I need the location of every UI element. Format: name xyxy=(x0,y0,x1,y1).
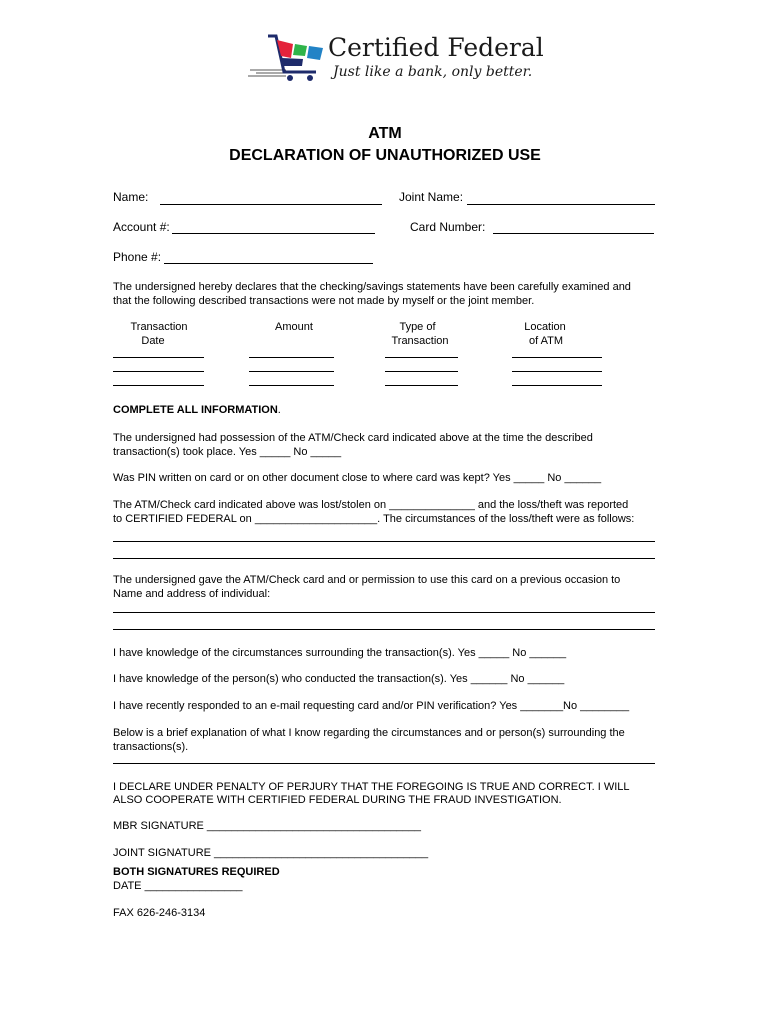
name-field[interactable] xyxy=(160,204,382,205)
row1-date[interactable] xyxy=(113,357,204,358)
col-transaction-date-a: Transaction xyxy=(130,321,188,333)
intro-line-2: that the following described transactions were not made by myself or the joint member. xyxy=(113,295,535,307)
col-type-a: Type of xyxy=(399,321,436,333)
row1-type[interactable] xyxy=(385,357,458,358)
lost-line-1: The ATM/Check card indicated above was lost/stolen on ______________ and the loss/theft was reported xyxy=(113,499,629,511)
phone-field[interactable] xyxy=(164,263,373,264)
row1-amount[interactable] xyxy=(249,357,334,358)
row3-date[interactable] xyxy=(113,385,204,386)
knowledge-persons: I have knowledge of the person(s) who conducted the transaction(s). Yes ______ No ______ xyxy=(113,673,565,685)
date-field[interactable]: DATE ________________ xyxy=(113,880,243,892)
circumstances-line-2[interactable] xyxy=(113,558,655,559)
account-label: Account #: xyxy=(113,220,170,234)
card-number-label: Card Number: xyxy=(410,220,486,234)
explanation-line-1: Below is a brief explanation of what I know regarding the circumstances and or person(s) surrounding the xyxy=(113,727,625,739)
row1-location[interactable] xyxy=(512,357,602,358)
lost-line-2: to CERTIFIED FEDERAL on ____________________. The circumstances of the loss/theft were as follows: xyxy=(113,513,635,525)
col-transaction-date-b: Date xyxy=(141,335,165,347)
declare-line-1: I DECLARE UNDER PENALTY OF PERJURY THAT THE FOREGOING IS TRUE AND CORRECT. I WILL xyxy=(113,781,630,793)
row3-type[interactable] xyxy=(385,385,458,386)
card-number-field[interactable] xyxy=(493,233,654,234)
possession-line-1: The undersigned had possession of the ATM/Check card indicated above at the time the described xyxy=(113,432,593,444)
col-location-b: of ATM xyxy=(528,335,564,347)
permission-line-2: Name and address of individual: xyxy=(113,588,271,600)
row2-location[interactable] xyxy=(512,371,602,372)
explanation-line-2: transactions(s). xyxy=(113,741,189,753)
col-location-a: Location xyxy=(524,321,566,333)
mbr-signature[interactable]: MBR SIGNATURE ___________________________________ xyxy=(113,820,422,832)
phone-label: Phone #: xyxy=(113,250,162,264)
name-label: Name: xyxy=(113,190,149,204)
joint-name-label: Joint Name: xyxy=(399,190,464,204)
complete-all-info: COMPLETE ALL INFORMATION. xyxy=(113,404,281,416)
email-question: I have recently responded to an e-mail requesting card and/or PIN verification? Yes _______No ________ xyxy=(113,700,630,712)
both-signatures-required: BOTH SIGNATURES REQUIRED xyxy=(113,866,280,878)
declare-line-2: ALSO COOPERATE WITH CERTIFIED FEDERAL DURING THE FRAUD INVESTIGATION. xyxy=(113,794,562,806)
joint-name-field[interactable] xyxy=(467,204,655,205)
individual-line-1[interactable] xyxy=(113,612,655,613)
row2-type[interactable] xyxy=(385,371,458,372)
row3-amount[interactable] xyxy=(249,385,334,386)
col-amount: Amount xyxy=(275,321,313,333)
fax-number: FAX 626-246-3134 xyxy=(113,907,206,919)
joint-signature[interactable]: JOINT SIGNATURE ___________________________________ xyxy=(113,847,429,859)
brand-name: Certified Federal xyxy=(328,33,544,62)
pin-question: Was PIN written on card or on other document close to where card was kept? Yes _____ No ______ xyxy=(113,472,602,484)
circumstances-line-1[interactable] xyxy=(113,541,655,542)
row2-date[interactable] xyxy=(113,371,204,372)
title-declaration: DECLARATION OF UNAUTHORIZED USE xyxy=(229,147,541,164)
title-atm: ATM xyxy=(368,125,402,142)
possession-line-2: transaction(s) took place. Yes _____ No _____ xyxy=(113,446,342,458)
intro-line-1: The undersigned hereby declares that the checking/savings statements have been carefully examined and xyxy=(113,281,631,293)
permission-line-1: The undersigned gave the ATM/Check card and or permission to use this card on a previous occasion to xyxy=(113,574,621,586)
shopping-cart-icon xyxy=(246,32,332,84)
explanation-field[interactable] xyxy=(113,763,655,764)
row2-amount[interactable] xyxy=(249,371,334,372)
account-field[interactable] xyxy=(172,233,375,234)
individual-line-2[interactable] xyxy=(113,629,655,630)
brand-tagline: Just like a bank, only better. xyxy=(333,64,533,80)
row3-location[interactable] xyxy=(512,385,602,386)
col-type-b: Transaction xyxy=(391,335,449,347)
knowledge-circumstances: I have knowledge of the circumstances surrounding the transaction(s). Yes _____ No ______ xyxy=(113,647,567,659)
